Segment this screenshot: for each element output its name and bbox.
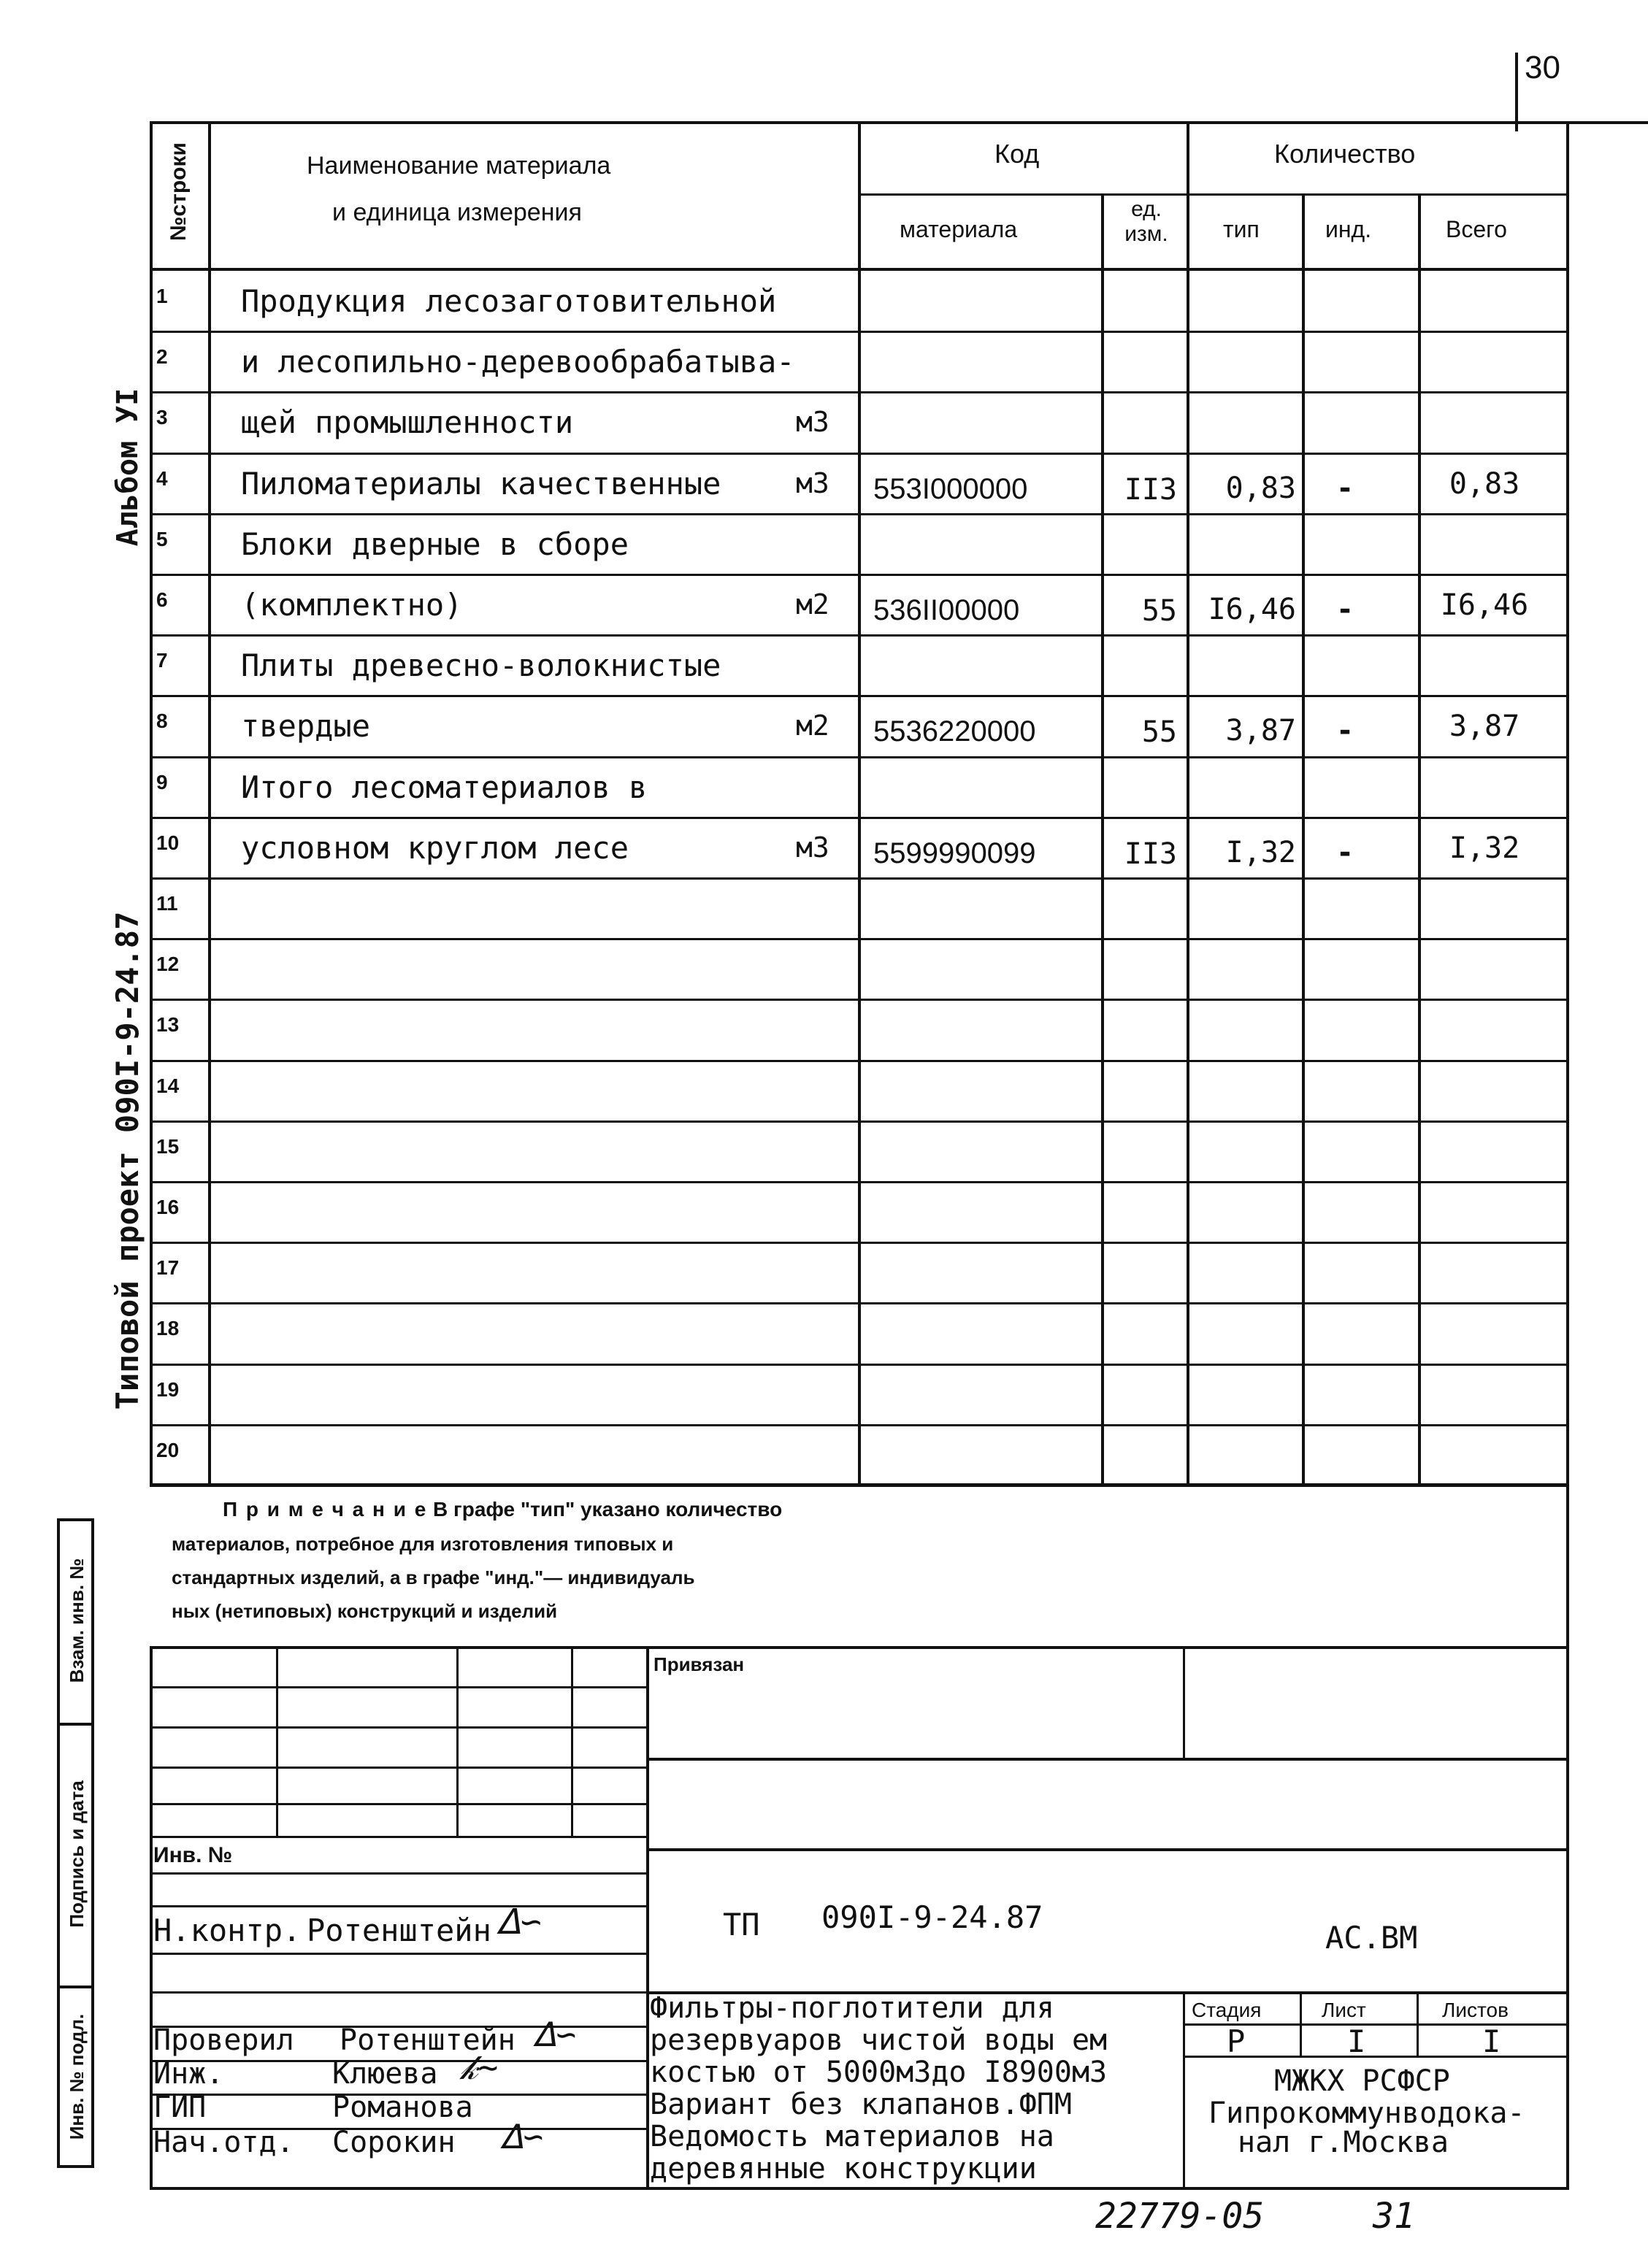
table-row	[0, 453, 1648, 513]
table-row	[0, 513, 1648, 574]
table-row	[0, 1060, 1648, 1120]
row-number: 15	[156, 1135, 180, 1158]
material-name: Плиты древесно-волокнистые	[241, 647, 721, 683]
qty-ind: -	[1336, 472, 1354, 505]
material-name: Блоки дверные в сборе	[241, 526, 629, 562]
margin-inv: Инв. № подл.	[66, 2013, 88, 2140]
tp-code: 090I-9-24.87	[821, 1899, 1043, 1935]
note-line-4: ных (нетиповых) конструкций и изделий	[172, 1600, 558, 1622]
material-code: 536II00000	[873, 594, 1020, 626]
org-line-1: МЖКХ РСФСР	[1274, 2064, 1450, 2098]
inv-no-label: Инв. №	[153, 1843, 233, 1867]
page-number: 30	[1525, 50, 1560, 85]
table-row	[0, 1364, 1648, 1424]
unit-code: 55	[1141, 715, 1177, 749]
n-kontr-name: Ротенштейн	[307, 1913, 491, 1948]
qty-total: I6,46	[1440, 588, 1529, 622]
row-number: 18	[156, 1317, 180, 1339]
row-number: 19	[156, 1378, 180, 1401]
header-quantity: Количество	[1274, 139, 1416, 169]
n-kontr-signature: ᐃ∽	[497, 1902, 542, 1942]
org-line-2: Гипрокоммунводока-	[1208, 2096, 1525, 2130]
header-row-number: №строки	[166, 142, 191, 241]
row-number: 1	[156, 285, 168, 307]
material-unit: м3	[796, 831, 829, 864]
inzh-signature: 𝓀∼	[460, 2048, 499, 2087]
header-code-material: материала	[900, 216, 1018, 242]
table-row	[0, 1424, 1648, 1485]
table-row	[0, 1302, 1648, 1363]
table-row	[0, 877, 1648, 938]
footer-page: 31	[1373, 2196, 1415, 2237]
material-name: твердые	[241, 708, 371, 744]
archive-number: 22779-05	[1095, 2196, 1265, 2237]
note-line-3: стандартных изделий, а в графе "инд."— индивидуаль	[172, 1567, 695, 1588]
header-qty-ind: инд.	[1325, 216, 1372, 242]
table-row	[0, 756, 1648, 817]
row-number: 17	[156, 1256, 180, 1279]
table-row	[0, 391, 1648, 452]
note-line-2: материалов, потребное для изготовления типовых и	[172, 1533, 674, 1555]
material-unit: м3	[796, 467, 829, 499]
row-number: 3	[156, 406, 168, 428]
note-lead: П р и м е ч а н и е	[223, 1498, 428, 1521]
material-name: Пиломатериалы качественные	[241, 466, 721, 501]
proveril-name: Ротенштейн	[340, 2023, 516, 2057]
qty-total: 0,83	[1449, 467, 1520, 501]
table-row	[0, 331, 1648, 391]
unit-code: II3	[1124, 473, 1177, 507]
gip-name: Романова	[332, 2091, 473, 2124]
material-unit: м2	[796, 588, 829, 620]
material-unit: м3	[796, 406, 829, 438]
row-number: 11	[156, 892, 178, 915]
row-number: 13	[156, 1013, 180, 1036]
sheets-label: Листов	[1442, 1999, 1509, 2021]
qty-ind: -	[1336, 714, 1354, 747]
row-number: 16	[156, 1196, 180, 1218]
row-number: 9	[156, 771, 168, 793]
project-label: Типовой проект 090I-9-24.87	[110, 911, 145, 1410]
table-row	[0, 634, 1648, 695]
title-line: Вариант без клапанов.ФПМ	[650, 2088, 1072, 2121]
material-code: 5536220000	[873, 715, 1036, 747]
header-code: Код	[994, 139, 1040, 169]
qty-ind: -	[1336, 593, 1354, 626]
row-number: 4	[156, 467, 168, 490]
row-number: 14	[156, 1075, 180, 1097]
title-line: костью от 5000м3до I8900м3	[650, 2056, 1108, 2089]
unit-code: II3	[1124, 837, 1177, 871]
stage-label: Стадия	[1192, 1999, 1262, 2021]
margin-vzam: Взам. инв. №	[66, 1558, 88, 1683]
inzh-label: Инж.	[153, 2057, 224, 2091]
row-number: 6	[156, 588, 168, 611]
row-number: 8	[156, 710, 168, 732]
title-line: Ведомость материалов на	[650, 2120, 1054, 2153]
material-code: 553I000000	[873, 473, 1028, 505]
row-number: 20	[156, 1439, 180, 1461]
stage-value: Р	[1227, 2023, 1246, 2059]
qty-total: 3,87	[1449, 710, 1520, 743]
material-name: Продукция лесозаготовительной	[241, 283, 777, 319]
qty-total: I,32	[1449, 831, 1520, 865]
material-name: Итого лесоматериалов в	[241, 769, 648, 805]
nach-label: Нач.отд.	[153, 2126, 294, 2159]
row-number: 2	[156, 345, 168, 368]
table-row	[0, 1242, 1648, 1302]
unit-code: 55	[1141, 594, 1177, 628]
header-qty-total: Всего	[1446, 216, 1507, 242]
gip-label: ГИП	[153, 2091, 207, 2124]
margin-podpis: Подпись и дата	[66, 1780, 88, 1928]
table-row	[0, 574, 1648, 634]
sheet-value: I	[1347, 2023, 1366, 2059]
row-number: 12	[156, 953, 180, 975]
table-row	[0, 999, 1648, 1059]
title-line: Фильтры-поглотители для	[650, 1991, 1054, 2025]
qty-type: 0,83	[1225, 472, 1296, 505]
header-code-unit: ед. изм.	[1124, 197, 1168, 246]
org-line-3: нал г.Москва	[1238, 2126, 1449, 2159]
title-line: деревянные конструкции	[650, 2152, 1037, 2186]
qty-type: 3,87	[1225, 714, 1296, 747]
proveril-label: Проверил	[153, 2023, 294, 2057]
nach-name: Сорокин	[332, 2126, 456, 2159]
header-name: Наименование материала	[307, 152, 611, 180]
qty-type: I6,46	[1208, 593, 1296, 626]
inzh-name: Клюева	[332, 2057, 438, 2091]
table-row	[0, 695, 1648, 756]
qty-type: I,32	[1225, 836, 1296, 869]
tp-label: ТП	[723, 1907, 760, 1942]
material-name: щей промышленности	[241, 404, 574, 440]
header-name-unit: и единица измерения	[332, 199, 582, 226]
sheet-label: Лист	[1322, 1999, 1366, 2021]
table-row	[0, 817, 1648, 877]
note-text-1: В графе "тип" указано количество	[433, 1498, 783, 1521]
material-name: условном круглом лесе	[241, 830, 629, 866]
proveril-signature: ᐃ∽	[533, 2015, 577, 2054]
sheets-value: I	[1482, 2023, 1501, 2059]
nach-signature: ᐃ∽	[500, 2117, 544, 2156]
row-number: 10	[156, 831, 180, 854]
table-row	[0, 270, 1648, 331]
material-name: и лесопильно-деревообрабатыва-	[241, 344, 795, 380]
album-label: Альбом УI	[111, 388, 145, 547]
material-unit: м2	[796, 710, 829, 742]
row-number: 5	[156, 528, 168, 550]
table-row	[0, 938, 1648, 999]
row-number: 7	[156, 649, 168, 672]
privyazan-label: Привязан	[654, 1653, 745, 1675]
table-row	[0, 1181, 1648, 1242]
note-line-1	[223, 1498, 782, 1521]
table-row	[0, 1120, 1648, 1181]
header-qty-type: тип	[1223, 216, 1260, 242]
title-line: резервуаров чистой воды ем	[650, 2023, 1108, 2057]
mark: АС.ВМ	[1325, 1920, 1418, 1956]
material-name: (комплектно)	[241, 587, 463, 623]
qty-ind: -	[1336, 836, 1354, 869]
n-kontr-label: Н.контр.	[153, 1913, 302, 1948]
material-code: 5599990099	[873, 837, 1036, 869]
